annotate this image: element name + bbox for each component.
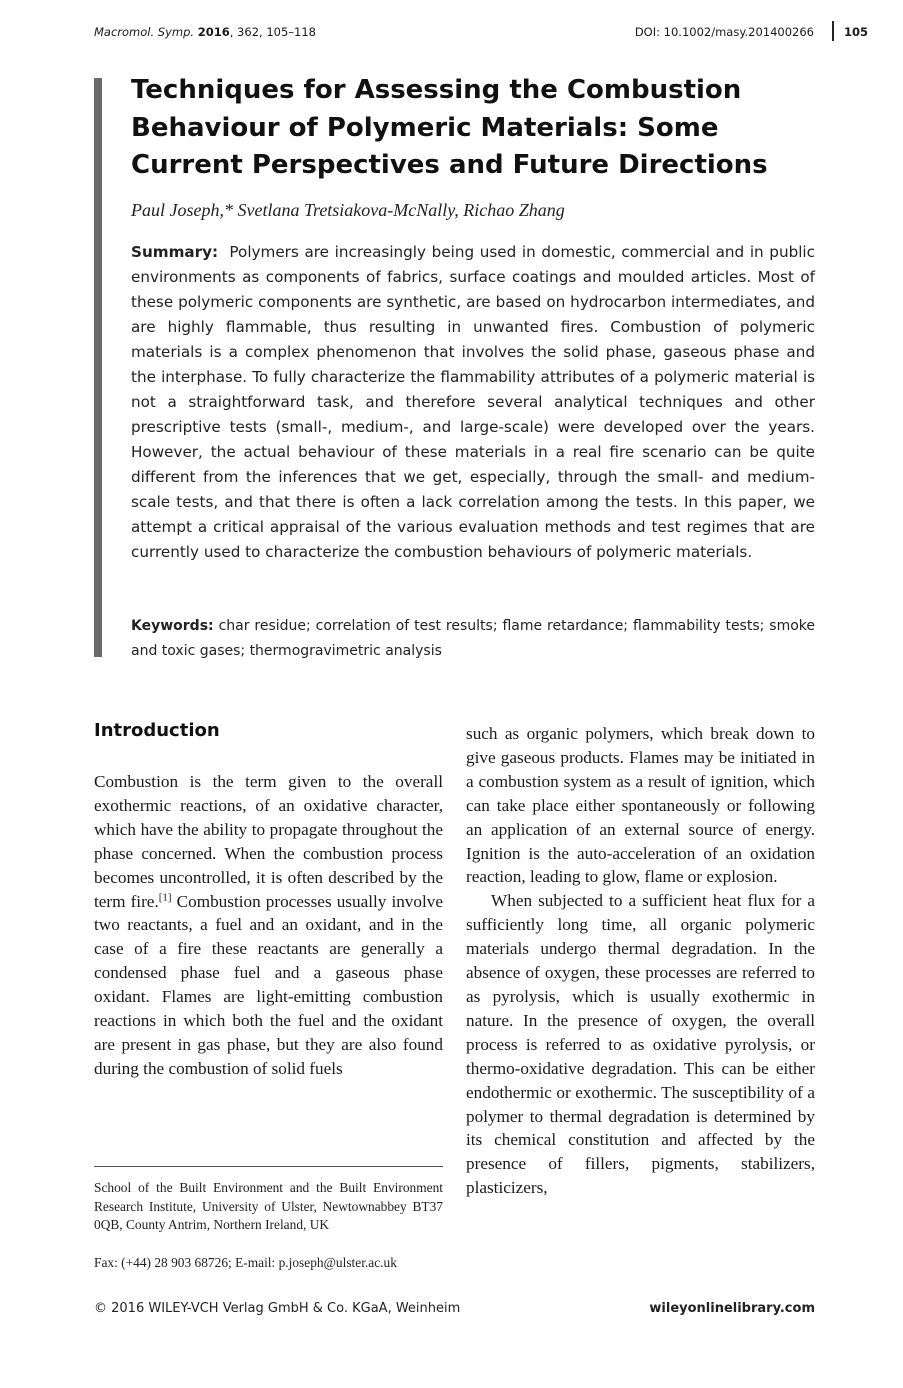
author-affiliation: School of the Built Environment and the Built Environment Research Institute, University of Ulster, Newtownabbey BT37 0QB, County Antrim, Northern Ireland, UK	[94, 1180, 443, 1233]
paragraph-text: Combustion processes usually involve two reactants, a fuel and an oxidant, and in the case of a fire these reactants are generally a condensed phase fuel and a gaseous phase oxidant. Flames are light-emitting combustion reactions in which both the fuel and the oxidant are present in gas phase, but they are also found during the combustion of solid fuels	[94, 891, 443, 1078]
citation-ref[interactable]: [1]	[158, 890, 172, 903]
author-contact: Fax: (+44) 28 903 68726; E-mail: p.joseph@ulster.ac.uk	[94, 1255, 397, 1270]
running-header	[94, 25, 868, 43]
article-title: Techniques for Assessing the Combustion Behaviour of Polymeric Materials: Some Current Perspectives and Future Directions	[131, 75, 768, 180]
keywords	[131, 614, 815, 663]
section-heading-introduction: Introduction	[94, 720, 220, 741]
abstract-side-bar	[94, 78, 102, 657]
paragraph-text: When subjected to a sufficient heat flux for a sufficiently long time, all organic polymeric materials undergo thermal degradation. In the absence of oxygen, these processes are referred to as pyrolysis, which is usually exothermic in nature. In the presence of oxygen, the overall process is referred to as oxidative pyrolysis, or thermo-oxidative degradation. This can be either endothermic or exothermic. The susceptibility of a polymer to thermal degradation is determined by its chemical constitution and affected by the presence of fillers, pigments, stabilizers, plasticizers,	[466, 891, 815, 1198]
summary-text: Polymers are increasingly being used in domestic, commercial and in public environments as components of fabrics, surface coatings and moulded articles. Most of these polymeric components are synthetic, are based on hydrocarbon intermediates, and are highly flammable, thus resulting in unwanted fires. Combustion of polymeric materials is a complex phenomenon that involves the solid phase, gaseous phase and the interphase. To fully characterize the flammability attributes of a polymeric material is not a straightforward task, and therefore several analytical techniques and other prescriptive tests (small-, medium-, and large-scale) were developed over the years. However, the actual behaviour of these materials in a real fire scenario can be quite different from the inferences that we get, especially, through the small- and medium-scale tests, and that there is often a lack correlation among the tests. In this paper, we attempt a critical appraisal of the various evaluation methods and test regimes that are currently used to characterize the combustion behaviours of polymeric materials.	[131, 243, 815, 561]
page-number-divider	[832, 21, 834, 41]
journal-name: Macromol. Symp.	[94, 25, 195, 39]
summary-label: Summary:	[131, 243, 219, 261]
keywords-text: char residue; correlation of test results; flame retardance; flammability tests; smoke and toxic gases; thermogravimetric analysis	[131, 618, 815, 659]
journal-volume-pages: , 362, 105–118	[229, 25, 316, 39]
doi[interactable]: DOI: 10.1002/masy.201400266	[634, 25, 814, 39]
paragraph-text: such as organic polymers, which break down to give gaseous products. Flames may be initiated in a combustion system as a result of ignition, which can take place either spontaneously or following an application of an external source of energy. Ignition is the auto-acceleration of an oxidation reaction, leading to glow, flame or explosion.	[466, 724, 815, 887]
body-column-left	[94, 770, 443, 1081]
publisher-link[interactable]: wileyonlinelibrary.com	[649, 1301, 815, 1316]
page-number: 105	[843, 25, 868, 39]
abstract-summary	[131, 240, 815, 565]
journal-reference	[94, 25, 316, 39]
journal-year: 2016	[197, 25, 230, 39]
author-list: Paul Joseph,* Svetlana Tretsiakova-McNally, Richao Zhang	[131, 200, 565, 220]
keywords-label: Keywords:	[131, 618, 214, 634]
paragraph-text: Combustion is the term given to the overall exothermic reactions, of an oxidative character, which have the ability to propagate throughout the phase concerned. When the combustion process becomes uncontrolled, it is often described by the term fire.	[94, 772, 443, 911]
body-column-right	[466, 722, 815, 1200]
footnote-divider	[94, 1166, 443, 1167]
copyright-notice: © 2016 WILEY-VCH Verlag GmbH & Co. KGaA, Weinheim	[94, 1301, 461, 1316]
